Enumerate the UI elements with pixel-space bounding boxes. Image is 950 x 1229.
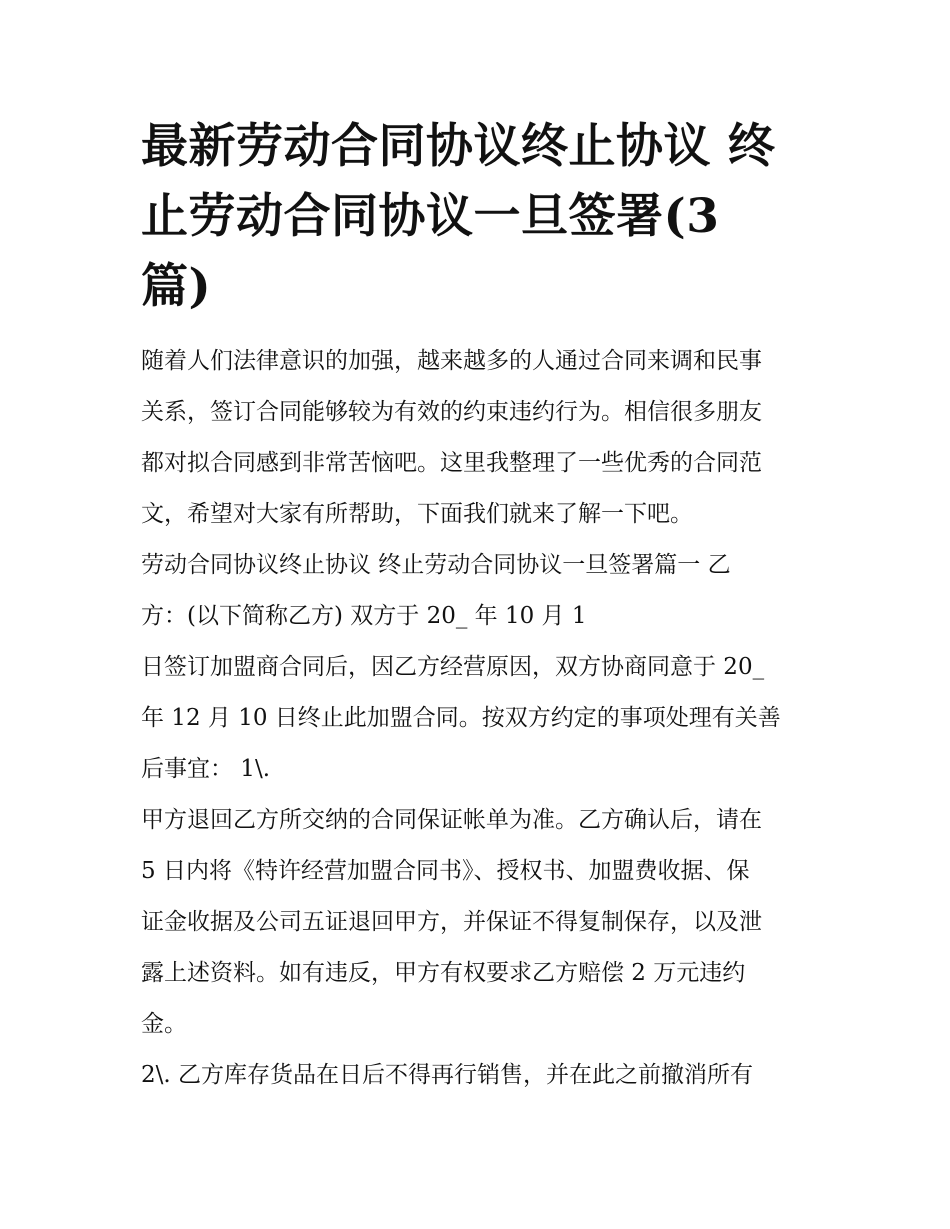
body-line: 文，希望对大家有所帮助，下面我们就来了解一下吧。 bbox=[141, 501, 693, 527]
title-line: 篇) bbox=[141, 259, 212, 314]
body-line: 劳动合同协议终止协议 终止劳动合同协议一旦签署篇一 乙 bbox=[141, 552, 731, 578]
body-line: 金。 bbox=[141, 1011, 187, 1037]
body-line: 方：(以下简称乙方) 双方于 20_ 年 10 月 1 bbox=[141, 603, 587, 629]
body-line: 甲方退回乙方所交纳的合同保证帐单为准。乙方确认后，请在 bbox=[141, 807, 762, 833]
body-line: 后事宜： 1\. bbox=[141, 756, 271, 782]
body-line: 证金收据及公司五证退回甲方，并保证不得复制保存，以及泄 bbox=[141, 909, 762, 935]
body-line: 2\. 乙方库存货品在日后不得再行销售，并在此之前撤消所有 bbox=[141, 1062, 754, 1088]
body-line: 日签订加盟商合同后，因乙方经营原因，双方协商同意于 20_ bbox=[141, 654, 765, 680]
document-body bbox=[141, 336, 816, 1101]
title-line: 最新劳动合同协议终止协议 终 bbox=[141, 119, 776, 174]
body-line: 都对拟合同感到非常苦恼吧。这里我整理了一些优秀的合同范 bbox=[141, 450, 762, 476]
body-line: 5 日内将《特许经营加盟合同书》、授权书、加盟费收据、保 bbox=[141, 858, 750, 884]
body-line: 关系，签订合同能够较为有效的约束违约行为。相信很多朋友 bbox=[141, 399, 762, 425]
body-line: 随着人们法律意识的加强，越来越多的人通过合同来调和民事 bbox=[141, 348, 762, 374]
body-line: 露上述资料。如有违反，甲方有权要求乙方赔偿 2 万元违约 bbox=[141, 960, 746, 986]
title-line: 止劳动合同协议一旦签署(3 bbox=[141, 189, 720, 244]
document-page bbox=[141, 112, 816, 1101]
body-line: 年 12 月 10 日终止此加盟合同。按双方约定的事项处理有关善 bbox=[141, 705, 781, 731]
document-title bbox=[141, 112, 816, 322]
